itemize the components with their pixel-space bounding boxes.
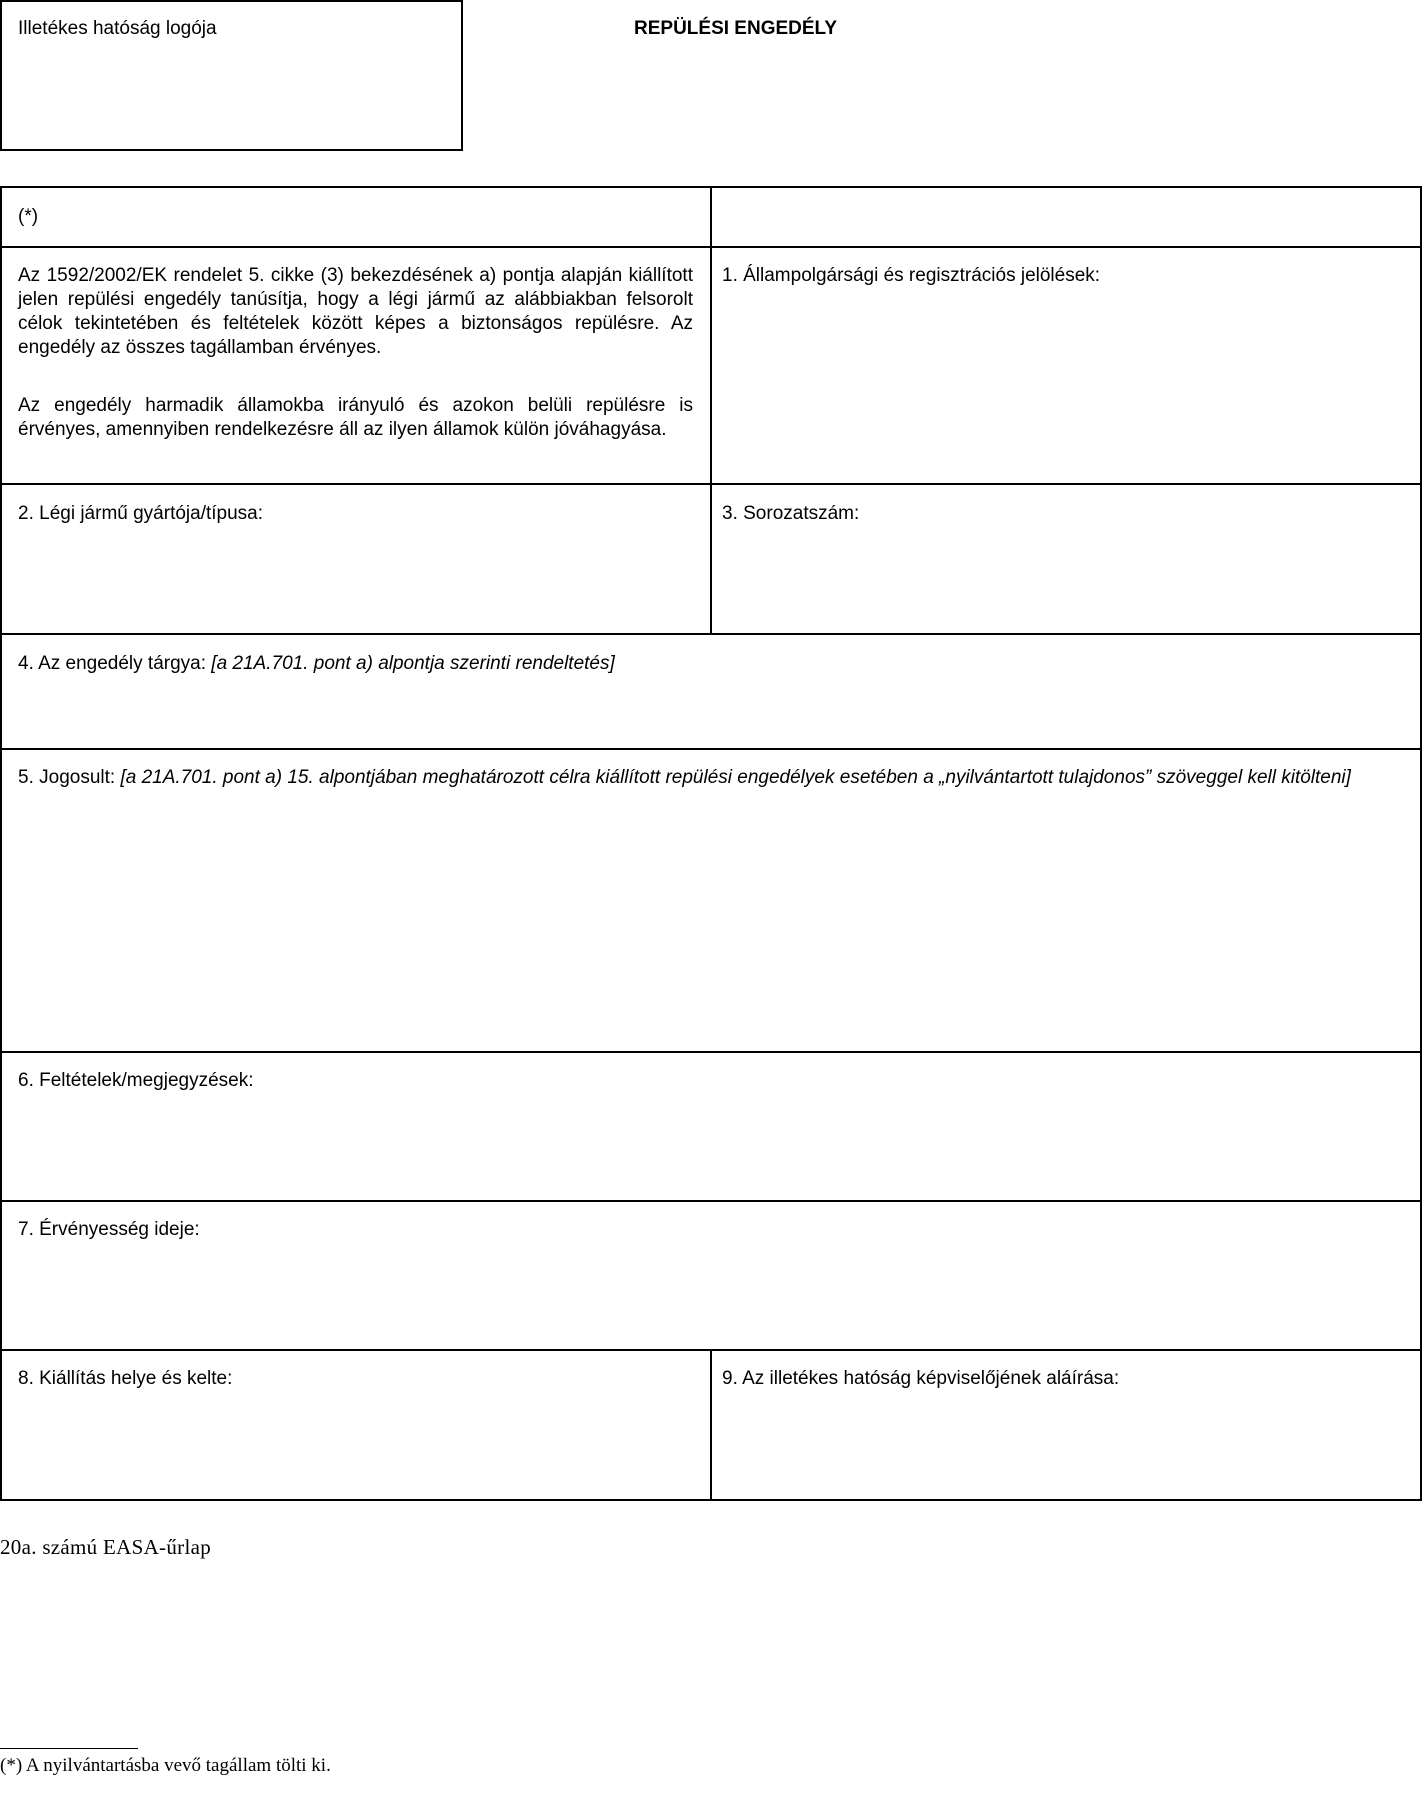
page-title: REPÜLÉSI ENGEDÉLY [634, 18, 838, 39]
column-divider [710, 1349, 712, 1501]
row-divider [0, 1051, 1422, 1053]
field-permit-purpose [18, 652, 615, 676]
field-validity-period: 7. Érvényesség ideje: [18, 1219, 200, 1240]
field-conditions-remarks: 6. Feltételek/megjegyzések: [18, 1070, 254, 1091]
field-hint: [a 21A.701. pont a) 15. alpontjában meghatározott célra kiállított repülési engedélyek esetében a „nyilvántartott tulajdonos” szöveggel kell kitölteni] [120, 767, 1351, 788]
row-divider [0, 633, 1422, 635]
asterisk-cell: (*) [18, 206, 39, 227]
field-holder [18, 766, 1408, 790]
logo-label: Illetékes hatóság logója [18, 18, 217, 39]
field-place-date-of-issue: 8. Kiállítás helye és kelte: [18, 1368, 233, 1389]
footnote-rule [0, 1748, 138, 1749]
field-serial-number: 3. Sorozatszám: [722, 503, 860, 524]
third-country-paragraph: Az engedély harmadik államokba irányuló és azokon belüli repülésre is érvényes, amennyiben rendelkezésre áll az ilyen államok külön jóváhagyása. [18, 395, 693, 440]
row-divider [0, 748, 1422, 750]
field-label: 5. Jogosult: [18, 767, 121, 788]
form-identifier: 20a. számú EASA-űrlap [0, 1535, 211, 1559]
field-label: 4. Az engedély tárgya: [18, 653, 212, 674]
row-divider [0, 1200, 1422, 1202]
column-divider [710, 186, 712, 633]
intro-paragraph: Az 1592/2002/EK rendelet 5. cikke (3) bekezdésének a) pontja alapján kiállított jelen repülési engedély tanúsítja, hogy a légi jármű az alábbiakban felsorolt célok tekintetében és feltételek között képes a biztonságos repülésre. Az engedély az összes tagállamban érvényes. [18, 265, 693, 358]
field-nationality-registration: 1. Állampolgársági és regisztrációs jelölések: [722, 265, 1101, 286]
footnote: (*) A nyilvántartásba vevő tagállam tölti ki. [0, 1755, 331, 1776]
field-manufacturer-type: 2. Légi jármű gyártója/típusa: [18, 503, 264, 524]
field-signature: 9. Az illetékes hatóság képviselőjének aláírása: [722, 1368, 1120, 1389]
field-hint: [a 21A.701. pont a) alpontja szerinti rendeltetés] [211, 653, 615, 674]
